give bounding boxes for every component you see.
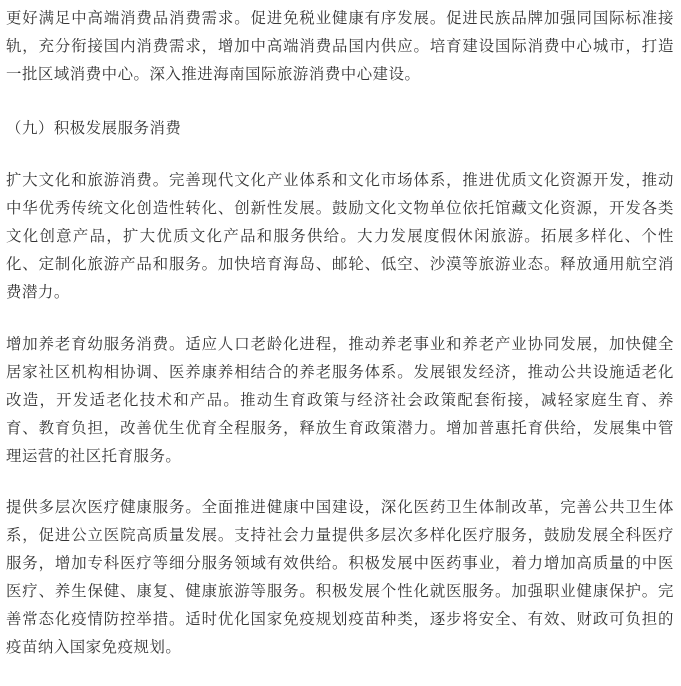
section-heading-service-consumption: （九）积极发展服务消费 <box>6 119 182 137</box>
paragraph-elderly-childcare: 增加养老育幼服务消费。适应人口老龄化进程，推动养老事业和养老产业协同发展，加快健全居家社区机构相协调、医养康养相结合的养老服务体系。发展银发经济，推动公共设施适老化改造，开发适老化技术和产品。推动生育政策与经济社会政策配套衔接，减轻家庭生育、养育、教育负担，改善优生优育全程服务，释放生育政策潜力。增加普惠托育供给，发展集中管理运营的社区托育服务。 <box>6 335 674 465</box>
paragraph-consumer-goods: 更好满足中高端消费品消费需求。促进免税业健康有序发展。促进民族品牌加强同国际标准接轨，充分衔接国内消费需求，增加中高端消费品国内供应。培育建设国际消费中心城市，打造一批区域消费中心。深入推进海南国际旅游消费中心建设。 <box>6 9 674 83</box>
article-body <box>6 0 674 661</box>
paragraph-healthcare: 提供多层次医疗健康服务。全面推进健康中国建设，深化医药卫生体制改革，完善公共卫生体系，促进公立医院高质量发展。支持社会力量提供多层次多样化医疗服务，鼓励发展全科医疗服务，增加专科医疗等细分服务领域有效供给。积极发展中医药事业，着力增加高质量的中医医疗、养生保健、康复、健康旅游等服务。积极发展个性化就医服务。加强职业健康保护。完善常态化疫情防控举措。适时优化国家免疫规划疫苗种类，逐步将安全、有效、财政可负担的疫苗纳入国家免疫规划。 <box>6 498 674 656</box>
paragraph-culture-tourism: 扩大文化和旅游消费。完善现代文化产业体系和文化市场体系，推进优质文化资源开发，推动中华优秀传统文化创造性转化、创新性发展。鼓励文化文物单位依托馆藏文化资源，开发各类文化创意产品，扩大优质文化产品和服务供给。大力发展度假休闲旅游。拓展多样化、个性化、定制化旅游产品和服务。加快培育海岛、邮轮、低空、沙漠等旅游业态。释放通用航空消费潜力。 <box>6 171 674 301</box>
